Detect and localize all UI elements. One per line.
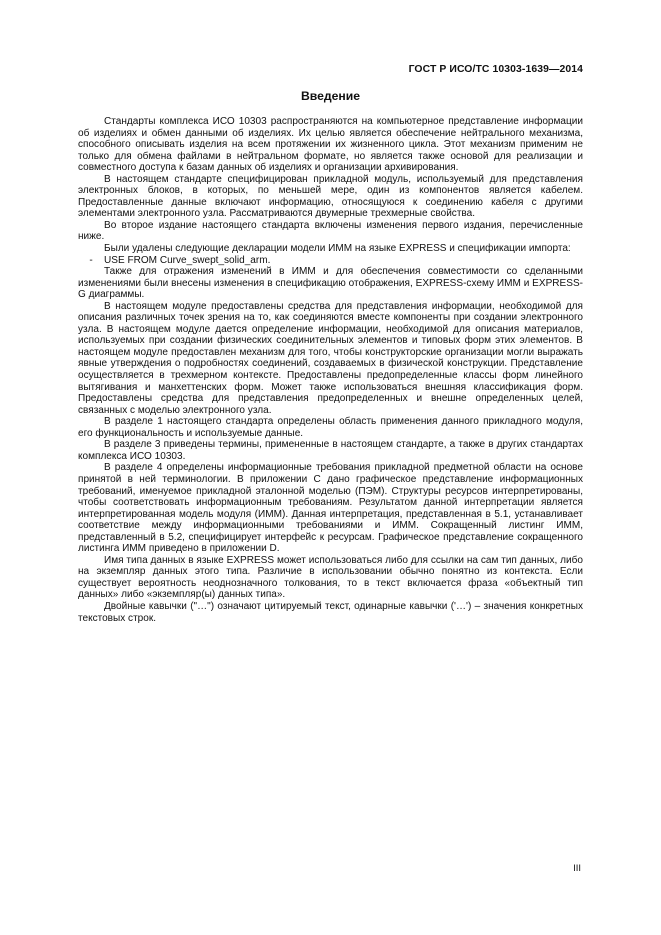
paragraph: Двойные кавычки ("…") означают цитируемый текст, одинарные кавычки ('…') – значения конкретных текстовых строк. — [78, 600, 583, 624]
list-item-text: USE FROM Curve_swept_solid_arm. — [104, 254, 271, 266]
paragraph: В настоящем модуле предоставлены средства для представления информации, необходимой для описания различных точек зрения на то, как соединяются вместе компоненты при создании электронного узла. В настоящем модуле дается определение информации, необходимой для описания материалов, используемых при создании физических соединительных элементов и типовых форм этих элементов. В настоящем модуле предоставлен механизм для того, чтобы конструкторские организации могли выражать явные утверждения о подробностях соединений, создаваемых в физической конструкции. Представление осуществляется в трехмерном контексте. Предоставлены предопределенные классы форм линейного вытягивания и манхеттенских форм. Может также использоваться внешняя классификация форм. Предоставлены средства для представления предопределенных и внешне определенных целей, связанных с моделью электронного узла. — [78, 300, 583, 416]
list-marker: - — [89, 254, 93, 266]
paragraph: В настоящем стандарте специфицирован прикладной модуль, используемый для представления электронных блоков, в которых, по меньшей мере, один из компонентов является кабелем. Предоставленные данные включают информацию, относящуюся к соединению кабеля с другими элементами электронного узла. Рассматриваются двумерные трехмерные свойства. — [78, 173, 583, 220]
standard-id-header: ГОСТ Р ИСО/ТС 10303-1639—2014 — [408, 64, 583, 75]
paragraph: Во второе издание настоящего стандарта включены изменения первого издания, перечисленные ниже. — [78, 219, 583, 243]
body-text — [78, 116, 583, 624]
paragraph: В разделе 1 настоящего стандарта определены область применения данного прикладного модуля, его функциональность и используемые данные. — [78, 416, 583, 439]
page-number: III — [573, 863, 581, 874]
paragraph: Стандарты комплекса ИСО 10303 распространяются на компьютерное представление информации об изделиях и обмен данными об изделиях. Их целью является обеспечение нейтрального механизма, способного описывать изделия на всем протяжении их жизненного цикла. Этот механизм применим не только для обмена файлами в нейтральном формате, но является также основой для реализации и совместного доступа к базам данных об изделиях и организации архивирования. — [78, 116, 583, 174]
section-title: Введение — [300, 89, 361, 103]
paragraph: Имя типа данных в языке EXPRESS может использоваться либо для ссылки на сам тип данных, либо на экземпляр данных этого типа. Различие в использовании обычно понятно из контекста. Если существует вероятность неоднозначного толкования, то в текст включается фраза «объектный тип данных» либо «экземпляр(ы) данных типа». — [78, 554, 583, 601]
paragraph: Также для отражения изменений в ИММ и для обеспечения совместимости со сделанными изменениями были внесены изменения в спецификацию отображения, EXPRESS-схему ИММ и EXPRESS-G диаграммы. — [78, 266, 583, 301]
paragraph: В разделе 3 приведены термины, примененные в настоящем стандарте, а также в других стандартах комплекса ИСО 10303. — [78, 439, 583, 462]
paragraph: В разделе 4 определены информационные требования прикладной предметной области на основе принятой в ней терминологии. В приложении C дано графическое представление информационных требований, именуемое прикладной эталонной моделью (ПЭМ). Структуры ресурсов интерпретированы, чтобы соответствовать информационным требованиям. Результатом данной интерпретации является интерпретированная модель модуля (ИММ). Данная интерпретация, представленная в 5.1, устанавливает соответствие между информационными требованиями и ИММ. Сокращенный листинг ИММ, представленный в 5.2, специфицирует интерфейс к ресурсам. Графическое представление сокращенного листинга ИММ приведено в приложении D. — [78, 462, 583, 555]
list-item — [78, 255, 583, 267]
paragraph: Были удалены следующие декларации модели ИММ на языке EXPRESS и спецификации импорта: — [104, 243, 571, 255]
